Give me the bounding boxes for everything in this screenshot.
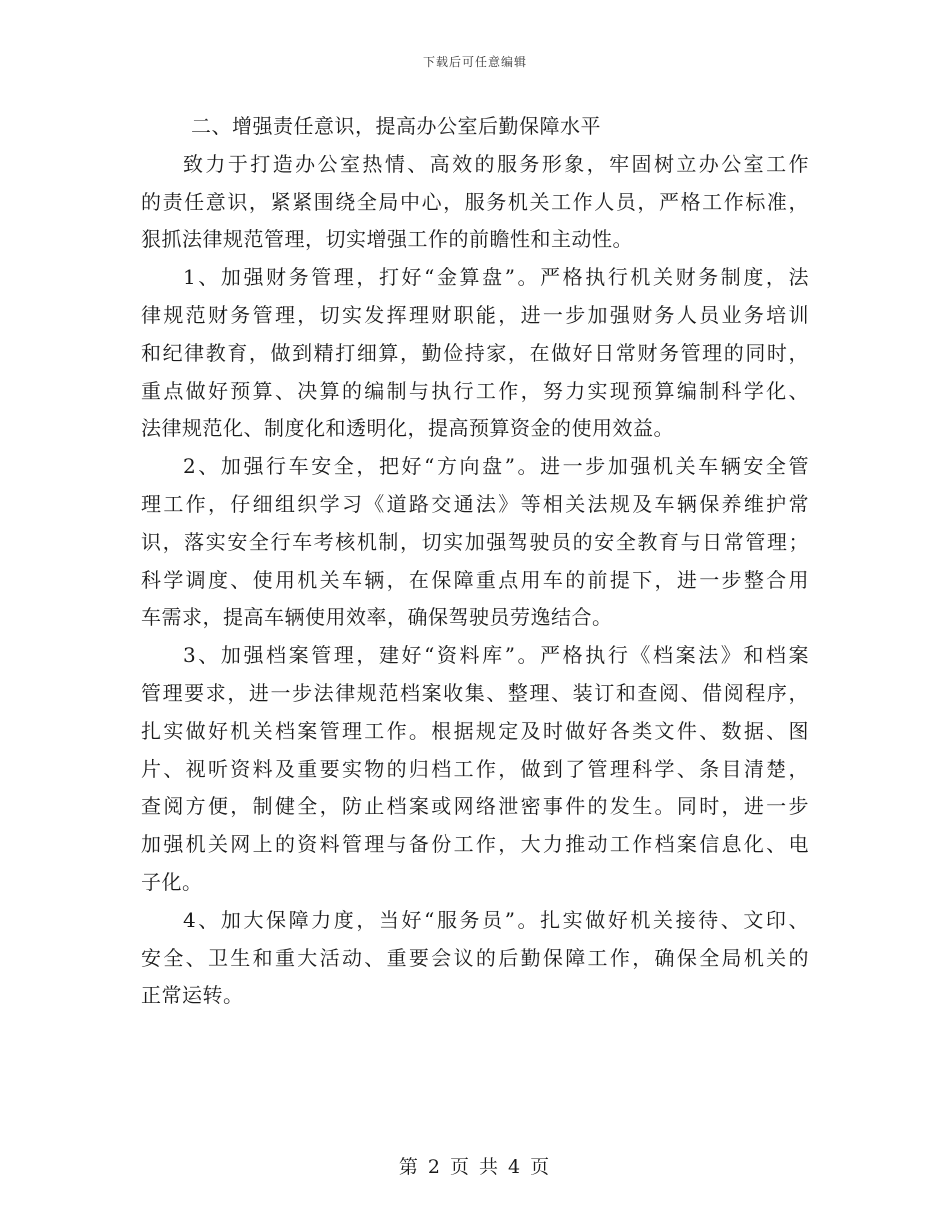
page-header-note: 下载后可任意编辑 <box>422 55 527 69</box>
paragraph-line: 识，落实安全行车考核机制，切实加强驾驶员的安全教育与日常管理； <box>141 529 809 554</box>
paragraph-line: 的责任意识，紧紧围绕全局中心，服务机关工作人员，严格工作标准， <box>141 189 809 214</box>
paragraph-line: 律规范财务管理，切实发挥理财职能，进一步加强财务人员业务培训 <box>141 302 809 327</box>
page-number: 第 2 页 共 4 页 <box>398 1156 552 1178</box>
paragraph-line: 安全、卫生和重大活动、重要会议的后勤保障工作，确保全局机关的 <box>141 945 809 970</box>
paragraph-line: 4、加大保障力度，当好“服务员”。扎实做好机关接待、文印、 <box>183 907 809 932</box>
paragraph-line: 3、加强档案管理，建好“资料库”。严格执行《档案法》和档案 <box>183 643 809 668</box>
paragraph-line: 扎实做好机关档案管理工作。根据规定及时做好各类文件、数据、图 <box>141 718 809 743</box>
paragraph-line: 法律规范化、制度化和透明化，提高预算资金的使用效益。 <box>141 416 674 441</box>
paragraph-line: 狠抓法律规范管理，切实增强工作的前瞻性和主动性。 <box>141 227 633 252</box>
paragraph-line: 致力于打造办公室热情、高效的服务形象，牢固树立办公室工作 <box>183 151 809 176</box>
paragraph-line: 1、加强财务管理，打好“金算盘”。严格执行机关财务制度，法 <box>183 265 809 290</box>
paragraph-line: 加强机关网上的资料管理与备份工作，大力推动工作档案信息化、电 <box>141 832 809 857</box>
paragraph-line: 查阅方便，制健全，防止档案或网络泄密事件的发生。同时，进一步 <box>141 794 809 819</box>
paragraph-line: 和纪律教育，做到精打细算，勤俭持家，在做好日常财务管理的同时， <box>141 340 809 365</box>
paragraph-line: 正常运转。 <box>141 983 244 1008</box>
paragraph-line: 科学调度、使用机关车辆，在保障重点用车的前提下，进一步整合用 <box>141 567 809 592</box>
paragraph-line: 理工作，仔细组织学习《道路交通法》等相关法规及车辆保养维护常 <box>141 491 809 516</box>
paragraph-line: 管理要求，进一步法律规范档案收集、整理、装订和查阅、借阅程序， <box>141 680 809 705</box>
document-body <box>141 108 809 1015</box>
paragraph-line: 重点做好预算、决算的编制与执行工作，努力实现预算编制科学化、 <box>141 378 809 403</box>
paragraph-line: 2、加强行车安全，把好“方向盘”。进一步加强机关车辆安全管 <box>183 454 809 479</box>
section-heading: 二、增强责任意识，提高办公室后勤保障水平 <box>191 114 601 138</box>
paragraph-line: 子化。 <box>141 869 203 894</box>
paragraph-line: 片、视听资料及重要实物的归档工作，做到了管理科学、条目清楚， <box>141 756 809 781</box>
paragraph-line: 车需求，提高车辆使用效率，确保驾驶员劳逸结合。 <box>141 605 613 630</box>
